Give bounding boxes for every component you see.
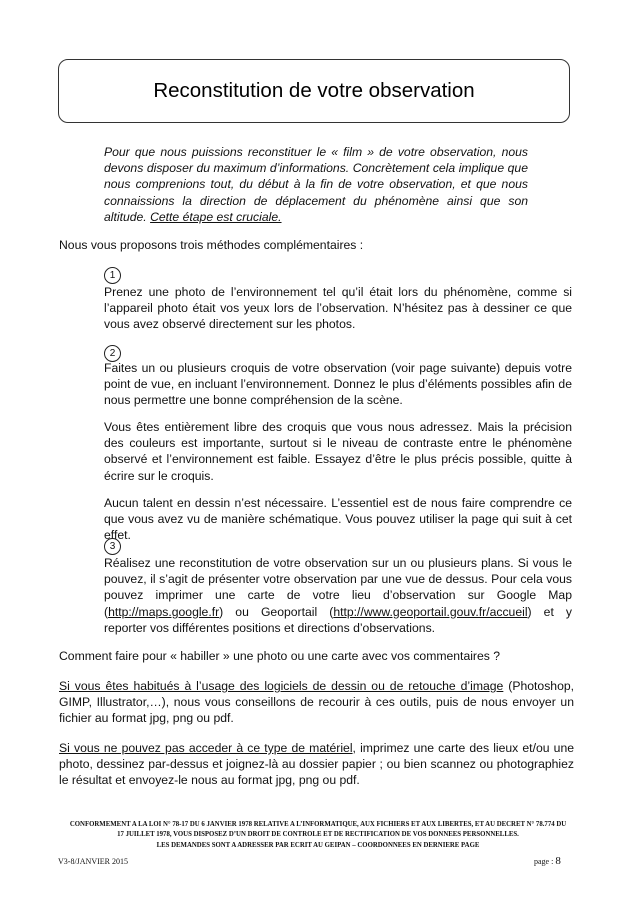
google-map-link[interactable]: http://maps.google.fr	[108, 604, 220, 619]
method-3-number: 3	[104, 538, 121, 555]
legal-notice-line-3: LES DEMANDES SONT A ADRESSER PAR ECRIT AU GEIPAN – COORDONNEES EN DERNIERE PAGE	[156, 841, 480, 849]
intro-paragraph	[104, 144, 528, 225]
method-3-text-after: ) et y reporter vos différentes positions et directions d’observations.	[104, 604, 573, 635]
case-2-paragraph	[59, 740, 574, 789]
page-indicator	[534, 855, 561, 867]
method-2-paragraph-2: Vous êtes entièrement libre des croquis que vous nous adressez. Mais la précision des couleurs est importante, surtout si le niveau de contraste entre le phénomène observé et l’environnement est faible. Essayez d’être le plus précis possible, quitte à écrire sur le croquis.	[104, 420, 572, 483]
question-text: Comment faire pour « habiller » une photo ou une carte avec vos commentaires ?	[59, 649, 501, 663]
legal-notice-line-2: 17 JUILLET 1978, VOUS DISPOSEZ D’UN DROIT DE CONTROLE ET DE RECTIFICATION DE VOS DONNEES PERSONNELLES.	[117, 831, 519, 839]
legal-notice	[60, 820, 576, 851]
page-number: 8	[555, 855, 561, 867]
version-label: V3-8/JANVIER 2015	[58, 857, 128, 866]
intro-emphasis: Cette étape est cruciale.	[150, 209, 282, 224]
case-1-text: (Photoshop, GIMP, Illustrator,…), nous vous conseillons de recourir à ces outils, puis de nous envoyer un fichier au format jpg, png ou pdf.	[59, 679, 575, 726]
method-1-paragraph: Prenez une photo de l’environnement tel qu’il était lors du phénomène, comme si l’appareil photo était vos yeux lors de l’observation. N’hésitez pas à dessiner ce que vous avez observé directement sur les photos.	[104, 285, 572, 332]
method-3-text-before: Réalisez une reconstitution de votre observation sur un ou plusieurs plans. Si vous le pouvez, il s’agit de présenter votre observation par une vue de dessus. Pour cela vous pouvez imprimer une carte de votre lieu d’observation sur Google Map (	[104, 556, 572, 619]
page-title: Reconstitution de votre observation	[153, 79, 475, 102]
method-1-number: 1	[104, 267, 121, 284]
title-box	[58, 59, 570, 123]
legal-notice-line-1: CONFORMEMENT A LA LOI N° 78-17 DU 6 JANVIER 1978 RELATIVE A L’INFORMATIQUE, AUX FICHIERS ET AUX LIBERTES, ET AU DECRET N° 78.774 DU	[69, 821, 567, 828]
lead-text: Nous vous proposons trois méthodes complémentaires :	[59, 238, 364, 252]
geoportail-link[interactable]: http://www.geoportail.gouv.fr/accueil	[333, 604, 528, 619]
method-2-paragraph-3: Aucun talent en dessin n’est nécessaire. L’essentiel est de nous faire comprendre ce que vous avez vu de manière schématique. Vous pouvez utiliser la page qui suit à cet effet.	[104, 496, 572, 543]
case-1-heading: Si vous êtes habitués à l’usage des logiciels de dessin ou de retouche d’image	[59, 679, 504, 693]
page-label: page :	[534, 857, 554, 866]
method-2-paragraph-1: Faites un ou plusieurs croquis de votre observation (voir page suivante) depuis votre point de vue, en incluant l’environnement. Donnez le plus d’éléments possibles afin de nous permettre une bonne compréhension de la scène.	[104, 361, 572, 408]
case-2-heading: Si vous ne pouvez pas acceder à ce type de matériel	[59, 741, 353, 755]
case-2-text: , imprimez une carte des lieux et/ou une photo, dessinez par-dessus et joignez-là au dossier papier ; ou bien scannez ou photographiez le résultat et envoyez-le nous au format jpg, png ou pdf.	[59, 741, 574, 788]
method-3-text-mid: ) ou Geoportail (	[219, 604, 334, 619]
case-1-paragraph	[59, 678, 574, 727]
intro-text: Pour que nous puissions reconstituer le « film » de votre observation, nous devons disposer du maximum d’informations. Concrètement cela implique que nous comprenions tout, du début à la fin de votre observation, et que nous connaissions la direction de déplacement du phénomène ainsi que son altitude.	[104, 145, 528, 224]
method-2-number: 2	[104, 345, 121, 362]
method-3-paragraph	[104, 555, 572, 636]
